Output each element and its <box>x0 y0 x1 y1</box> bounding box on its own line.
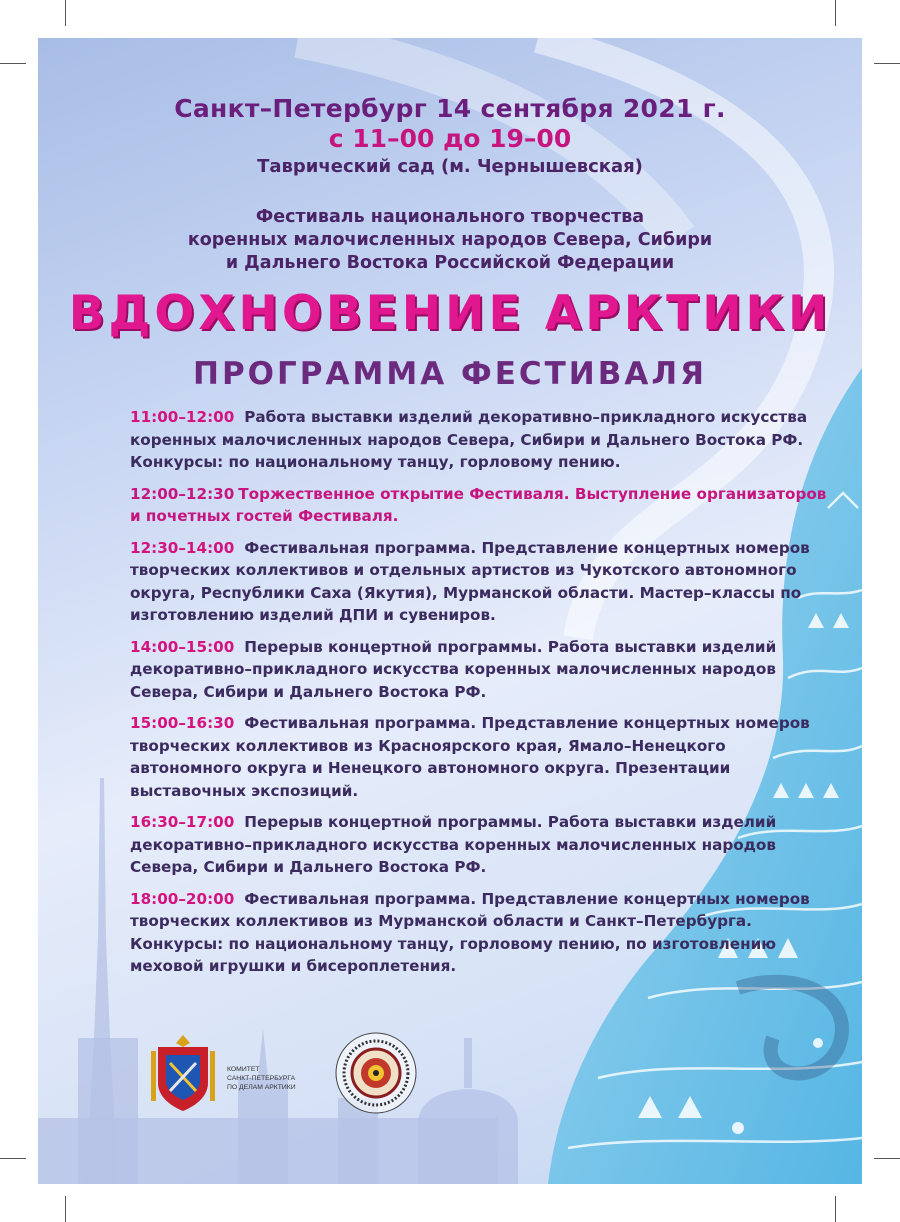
schedule-item <box>130 406 830 474</box>
festival-line: коренных малочисленных народов Севера, Сибири <box>187 230 713 250</box>
schedule-item <box>130 636 830 704</box>
schedule-time: 16:30–17:00 <box>130 813 235 831</box>
coat-of-arms-logo <box>148 1033 218 1113</box>
program-heading: ПРОГРАММА ФЕСТИВАЛЯ <box>193 356 707 392</box>
crop-mark <box>835 0 836 26</box>
crop-mark <box>0 63 26 64</box>
crop-mark <box>835 1196 836 1222</box>
schedule-item <box>130 811 830 879</box>
poster-content <box>38 38 862 1184</box>
committee-line: САНКТ-ПЕТЕРБУРГА <box>227 1075 296 1082</box>
schedule-time: 12:00–12:30 <box>130 484 235 503</box>
festival-description <box>38 206 862 275</box>
schedule-text: Фестивальная программа. Представление концертных номеров творческих коллективов и отдельных артистов из Чукотского автономного округа, Республики Саха (Якутия), Мурманской области. Мастер–классы по изготовлению изделий ДПИ и сувениров. <box>130 538 810 624</box>
schedule-item <box>130 537 830 627</box>
schedule-item <box>130 712 830 802</box>
crop-mark <box>874 63 900 64</box>
schedule-time: 18:00–20:00 <box>130 889 235 908</box>
schedule-item <box>130 888 830 978</box>
committee-line: ПО ДЕЛАМ АРКТИКИ <box>227 1084 296 1091</box>
event-date: Санкт–Петербург 14 сентября 2021 г. <box>174 94 726 123</box>
crop-mark <box>65 0 66 26</box>
schedule-time: 15:00–16:30 <box>130 714 235 732</box>
committee-label <box>227 1065 337 1092</box>
schedule-text: Фестивальная программа. Представление концертных номеров творческих коллективов из Красноярского края, Ямало–Ненецкого автономного округа и Ненецкого автономного округа. Презентации выставочных экспозиций. <box>130 714 810 800</box>
schedule-time: 11:00–12:00 <box>130 408 235 426</box>
schedule-item <box>130 483 830 528</box>
schedule-text: Фестивальная программа. Представление концертных номеров творческих коллективов из Мурманской области и Санкт–Петербурга. Конкурсы: по национальному танцу, горловому пению, по изготовлению меховой игрушки и бисероплетения. <box>130 889 810 975</box>
schedule-text: Работа выставки изделий декоративно–прикладного искусства коренных малочисленных народов Севера, Сибири и Дальнего Востока РФ. Конкурсы: по национальному танцу, горловому пению. <box>130 408 808 471</box>
event-time: с 11–00 до 19–00 <box>328 124 572 153</box>
schedule-text: Торжественное открытие Фестиваля. Выступление организаторов и почетных гостей Фестиваля. <box>130 484 827 525</box>
schedule-text: Перерыв концертной программы. Работа выставки изделий декоративно–прикладного искусства коренных малочисленных народов Севера, Сибири и Дальнего Востока РФ. <box>130 637 777 701</box>
crop-mark <box>65 1196 66 1222</box>
schedule-list <box>130 406 830 987</box>
festival-emblem <box>334 1031 418 1115</box>
event-place: Таврический сад (м. Чернышевская) <box>257 156 643 177</box>
festival-line: и Дальнего Востока Российской Федерации <box>225 253 675 273</box>
committee-line: КОМИТЕТ <box>227 1066 260 1073</box>
festival-title: ВДОХНОВЕНИЕ АРКТИКИ <box>68 286 832 341</box>
schedule-time: 14:00–15:00 <box>130 637 235 656</box>
schedule-text: Перерыв концертной программы. Работа выставки изделий декоративно–прикладного искусства коренных малочисленных народов Севера, Сибири и Дальнего Востока РФ. <box>130 813 777 876</box>
crop-mark <box>0 1158 26 1159</box>
poster <box>38 38 862 1184</box>
festival-line: Фестиваль национального творчества <box>255 207 645 227</box>
schedule-time: 12:30–14:00 <box>130 538 235 557</box>
crop-mark <box>874 1158 900 1159</box>
